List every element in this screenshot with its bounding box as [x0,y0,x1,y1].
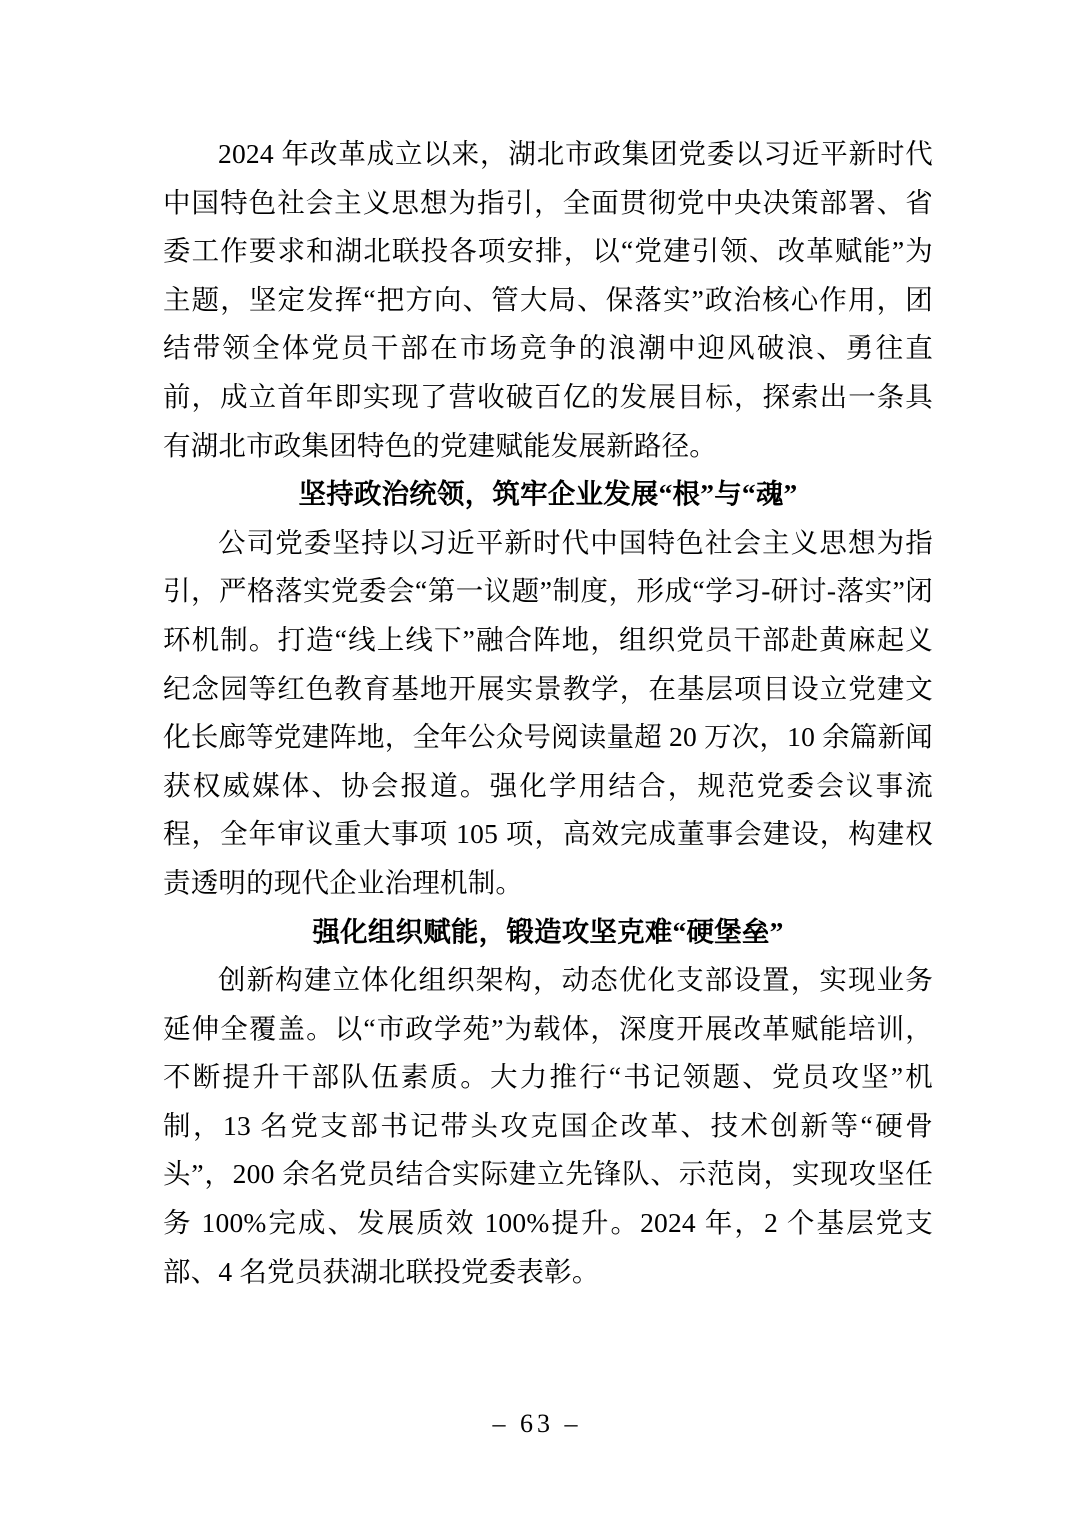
intro-paragraph: 2024 年改革成立以来，湖北市政集团党委以习近平新时代中国特色社会主义思想为指引，全面贯彻党中央决策部署、省委工作要求和湖北联投各项安排，以“党建引领、改革赋能”为主题，坚定发挥“把方向、管大局、保落实”政治核心作用，团结带领全体党员干部在市场竞争的浪潮中迎风破浪、勇往直前，成立首年即实现了营收破百亿的发展目标，探索出一条具有湖北市政集团特色的党建赋能发展新路径。 [163,138,933,461]
document-body [163,130,933,1296]
section-paragraph-political-leadership: 公司党委坚持以习近平新时代中国特色社会主义思想为指引，严格落实党委会“第一议题”制度，形成“学习-研讨-落实”闭环机制。打造“线上线下”融合阵地，组织党员干部赴黄麻起义纪念园等红色教育基地开展实景教学，在基层项目设立党建文化长廊等党建阵地，全年公众号阅读量超 20 万次，10 余篇新闻获权威媒体、协会报道。强化学用结合，规范党委会议事流程，全年审议重大事项 105 项，高效完成董事会建设，构建权责透明的现代企业治理机制。 [163,526,933,898]
section-heading-political-leadership: 坚持政治统领，筑牢企业发展“根”与“魂” [298,478,798,510]
section-paragraph-organizational-empowerment: 创新构建立体化组织架构，动态优化支部设置，实现业务延伸全覆盖。以“市政学苑”为载体，深度开展改革赋能培训，不断提升干部队伍素质。大力推行“书记领题、党员攻坚”机制，13 名党支部书记带头攻克国企改革、技术创新等“硬骨头”，200 余名党员结合实际建立先锋队、示范岗，实现攻坚任务 100%完成、发展质效 100%提升。2024 年，2 个基层党支部、4 名党员获湖北联投党委表彰。 [163,964,933,1287]
page-number: – 63 – [492,1409,582,1438]
section-heading-organizational-empowerment: 强化组织赋能，锻造攻坚克难“硬堡垒” [312,915,784,947]
